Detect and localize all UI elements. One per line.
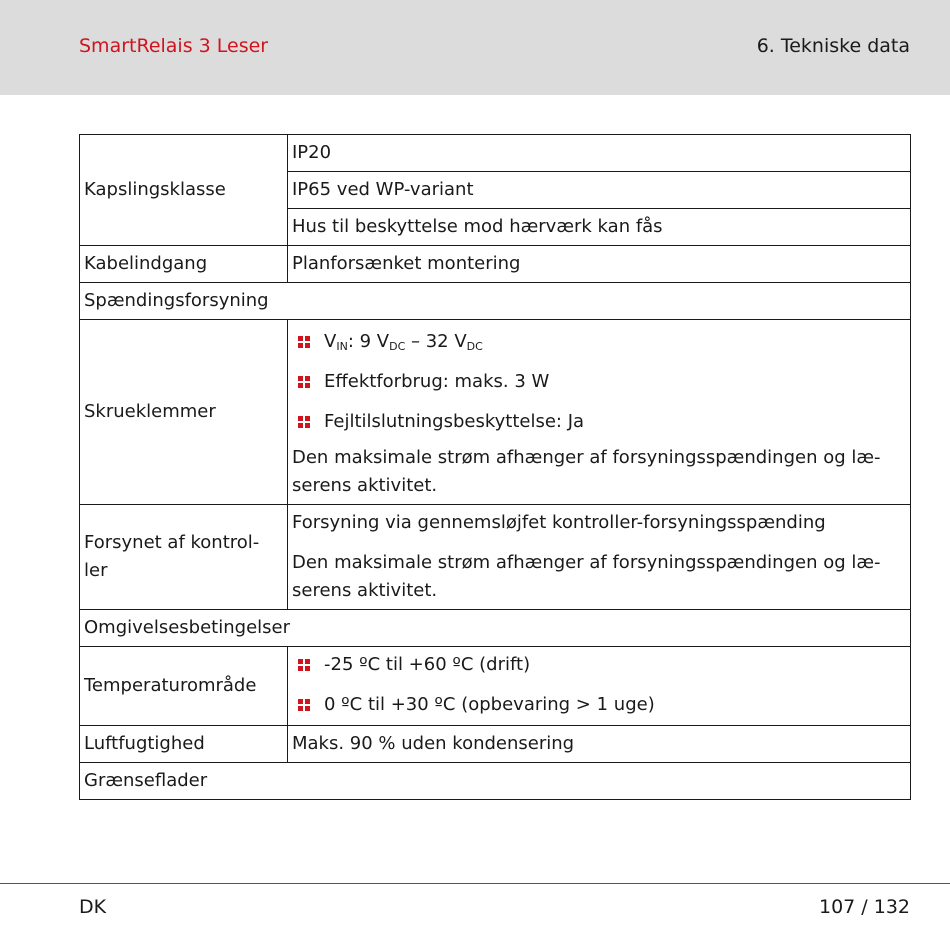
kapsling-value-2: IP65 ved WP-variant	[288, 172, 911, 209]
table-row	[80, 647, 911, 726]
list-item: Effektforbrug: maks. 3 W	[292, 362, 906, 402]
section-env: Omgivelsesbetingelser	[80, 610, 911, 647]
vin-text: $V_{IN}$: 9 $V_{DC} - 32$ $V_{DC}$	[324, 331, 483, 353]
list-item	[292, 322, 906, 362]
bullet-icon	[298, 659, 310, 671]
section-power: Spændingsforsyning	[80, 283, 911, 320]
skrue-note: Den maksimale strøm afhænger af forsyningsspændingen og læ-serens aktivitet.	[292, 447, 881, 496]
table-row	[80, 135, 911, 172]
chapter-title: 6. Tekniske data	[756, 35, 910, 57]
table-row	[80, 505, 911, 610]
list-item: Fejltilslutningsbeskyttelse: Ja	[292, 402, 906, 442]
table-row	[80, 320, 911, 505]
row-label-luft: Luftfugtighed	[80, 726, 288, 763]
skrue-values	[288, 320, 911, 505]
brand-title: SmartRelais 3 Leser	[79, 35, 269, 57]
footer-language: DK	[79, 896, 107, 918]
kapsling-value-1: IP20	[288, 135, 911, 172]
row-label-kapsling: Kapslingsklasse	[80, 135, 288, 246]
forsynet-values	[288, 505, 911, 610]
forsynet-line1: Forsyning via gennemsløjfet kontroller-forsyningsspænding	[292, 512, 826, 533]
row-label-temp: Temperaturområde	[80, 647, 288, 726]
kabel-value: Planforsænket montering	[288, 246, 911, 283]
table-row	[80, 610, 911, 647]
list-item: -25 ºC til +60 ºC (drift)	[292, 645, 906, 685]
row-label-forsynet: Forsynet af kontrol-ler	[80, 505, 288, 610]
footer-divider	[0, 883, 950, 884]
bullet-icon	[298, 416, 310, 428]
page-number: 107 / 132	[818, 896, 910, 918]
temp-values	[288, 647, 911, 726]
row-label-kabel: Kabelindgang	[80, 246, 288, 283]
list-item: 0 ºC til +30 ºC (opbevaring > 1 uge)	[292, 685, 906, 725]
bullet-icon	[298, 699, 310, 711]
table-row	[80, 726, 911, 763]
table-row	[80, 283, 911, 320]
row-label-skrue: Skrueklemmer	[80, 320, 288, 505]
kapsling-value-3: Hus til beskyttelse mod hærværk kan fås	[288, 209, 911, 246]
bullet-icon	[298, 336, 310, 348]
page-header	[0, 0, 950, 95]
tech-data-table	[79, 134, 911, 800]
table-row	[80, 763, 911, 800]
luft-value: Maks. 90 % uden kondensering	[288, 726, 911, 763]
forsynet-note: Den maksimale strøm afhænger af forsyningsspændingen og læ-serens aktivitet.	[292, 552, 881, 601]
bullet-icon	[298, 376, 310, 388]
table-row	[80, 246, 911, 283]
section-iface: Grænseflader	[80, 763, 911, 800]
